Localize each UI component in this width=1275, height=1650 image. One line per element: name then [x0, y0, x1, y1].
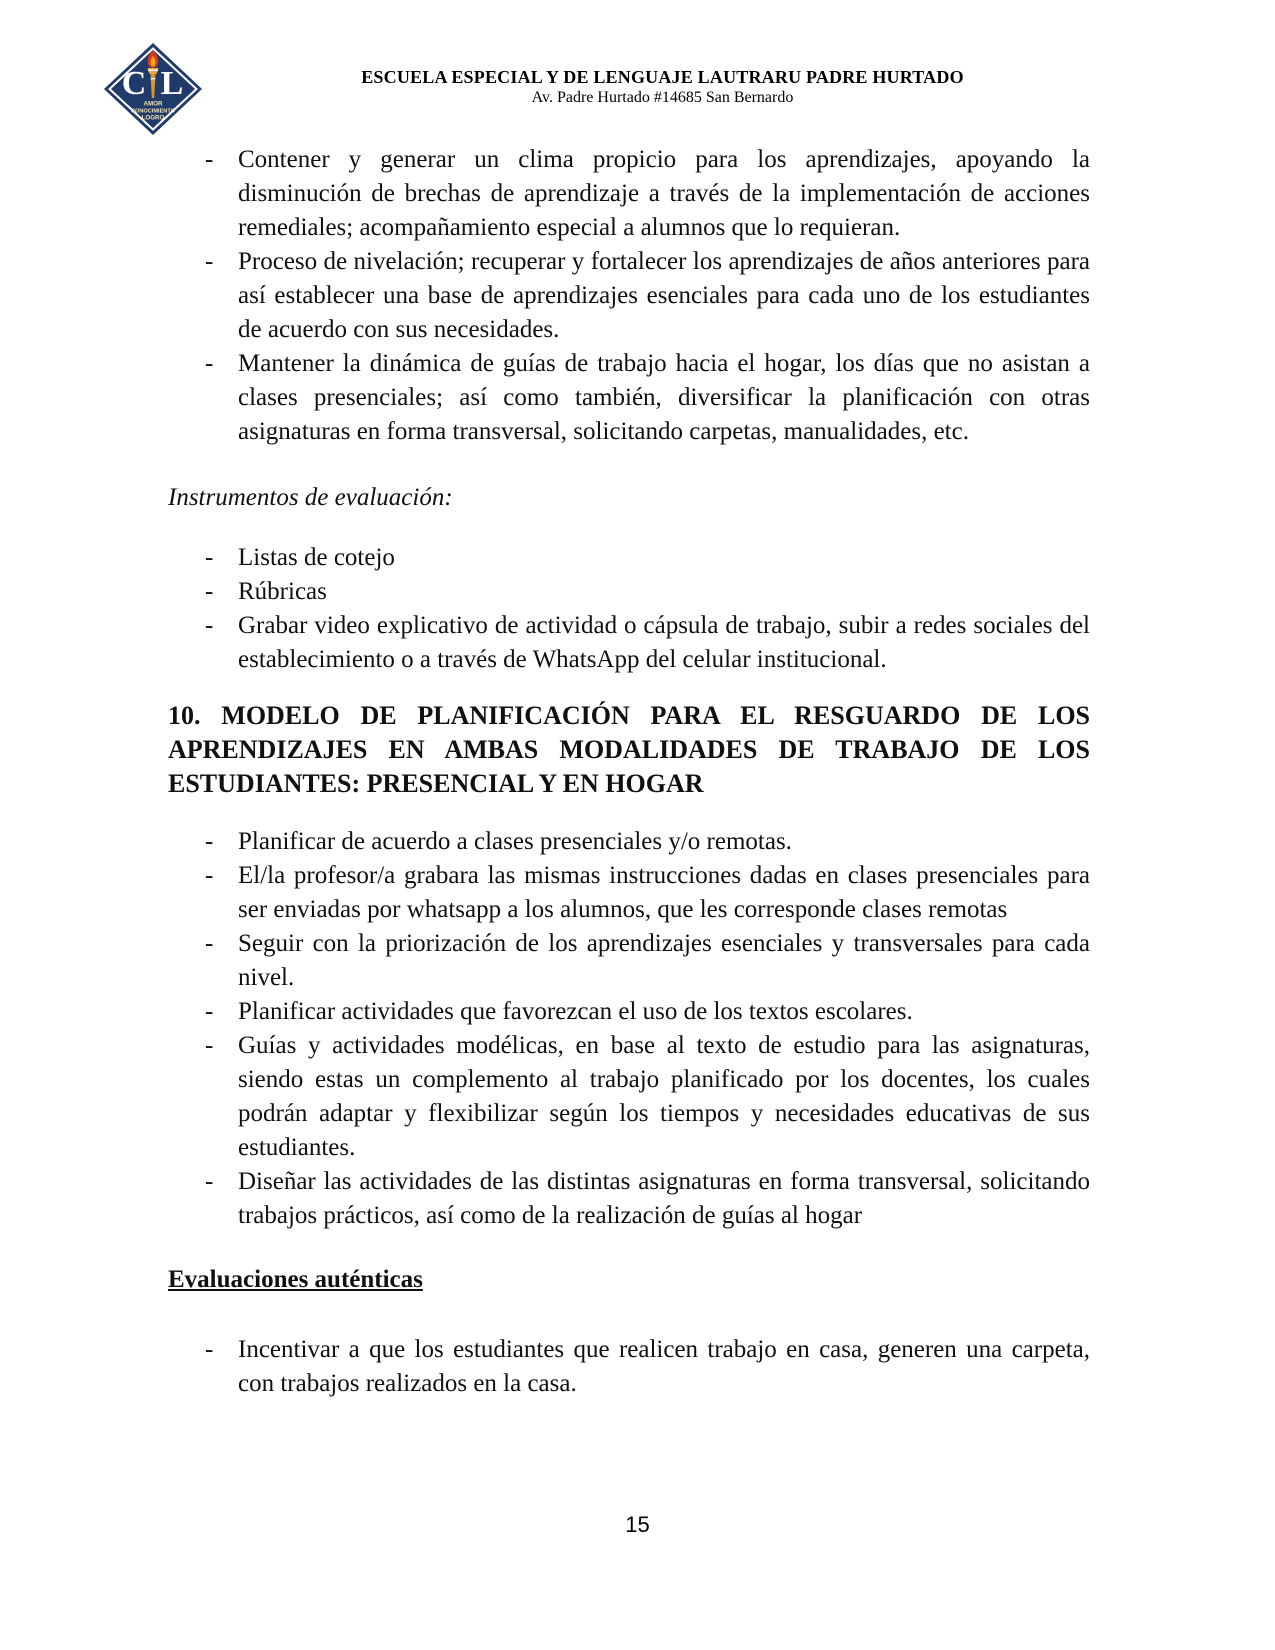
bullet-dash: -	[205, 612, 214, 639]
bullet-dash: -	[205, 828, 214, 855]
bullet-dash: -	[205, 930, 214, 957]
list-item-text: Incentivar a que los estudiantes que realicen trabajo en casa, generen una carpeta, con trabajos realizados en la casa.	[238, 1336, 1090, 1397]
logo-motto-line1: AMOR	[143, 100, 163, 108]
bullet-dash: -	[205, 578, 214, 605]
bullet-dash: -	[205, 544, 214, 571]
list-item-text: Contener y generar un clima propicio para los aprendizajes, apoyando la disminución de brechas de aprendizaje a través de la implementación de acciones remediales; acompañamiento especial a alumnos que lo requieran.	[238, 146, 1090, 241]
cil-diamond-logo-icon	[103, 42, 203, 136]
list-item-text: Listas de cotejo	[238, 544, 395, 571]
list-item	[168, 143, 1090, 245]
bullet-dash: -	[205, 146, 214, 173]
page-header	[0, 0, 1275, 140]
logo-motto-line2: CONOCIMIENTO	[130, 108, 176, 115]
list-item	[168, 1333, 1090, 1401]
page-number: 15	[625, 1512, 650, 1537]
school-name: ESCUELA ESPECIAL Y DE LENGUAJE LAUTRARU PADRE HURTADO	[361, 67, 964, 87]
list-item-text: Grabar video explicativo de actividad o cápsula de trabajo, subir a redes sociales del establecimiento o a través de WhatsApp del celular institucional.	[238, 612, 1090, 673]
instrumentos-heading: Instrumentos de evaluación:	[168, 484, 453, 511]
list-item	[168, 245, 1090, 347]
logo-letter-c: C	[121, 65, 147, 102]
list-item-text: Guías y actividades modélicas, en base al texto de estudio para las asignaturas, siendo estas un complemento al trabajo planificado por los docentes, los cuales podrán adaptar y flexibilizar según los tiempos y necesidades educativas de sus estudiantes.	[238, 1032, 1090, 1161]
list-item	[168, 609, 1090, 677]
bullet-dash: -	[205, 1336, 214, 1363]
list-item-text: Mantener la dinámica de guías de trabajo hacia el hogar, los días que no asistan a clases presenciales; así como también, diversificar la planificación con otras asignaturas en forma transversal, solicitando carpetas, manualidades, etc.	[238, 350, 1090, 445]
section-10-bullet-list	[168, 825, 1090, 1233]
list-item-text: Planificar de acuerdo a clases presenciales y/o remotas.	[238, 828, 792, 855]
bullet-dash: -	[205, 248, 214, 275]
list-item-text: Proceso de nivelación; recuperar y fortalecer los aprendizajes de años anteriores para así establecer una base de aprendizajes esenciales para cada uno de los estudiantes de acuerdo con sus necesidades.	[238, 248, 1090, 343]
school-logo-icon	[103, 42, 203, 136]
logo-motto-line3: LOGRO	[141, 114, 165, 122]
list-item	[168, 347, 1090, 449]
list-item-text: Seguir con la priorización de los aprendizajes esenciales y transversales para cada nivel.	[238, 930, 1090, 991]
list-item-text: Rúbricas	[238, 578, 327, 605]
bullet-dash: -	[205, 998, 214, 1025]
list-item	[168, 995, 1090, 1029]
list-item-text: Diseñar las actividades de las distintas asignaturas en forma transversal, solicitando trabajos prácticos, así como de la realización de guías al hogar	[238, 1168, 1090, 1229]
bullet-dash: -	[205, 1168, 214, 1195]
list-item	[168, 575, 1090, 609]
instrumentos-bullet-list	[168, 541, 1090, 677]
list-item	[168, 927, 1090, 995]
evaluaciones-bullet-list	[168, 1333, 1090, 1401]
page-footer	[0, 1512, 1275, 1538]
bullet-dash: -	[205, 1032, 214, 1059]
section-10-heading: 10. MODELO DE PLANIFICACIÓN PARA EL RESGUARDO DE LOS APRENDIZAJES EN AMBAS MODALIDADES DE TRABAJO DE LOS ESTUDIANTES: PRESENCIAL Y EN HOGAR	[168, 701, 1090, 798]
evaluaciones-heading: Evaluaciones auténticas	[168, 1266, 423, 1293]
list-item-text: El/la profesor/a grabara las mismas instrucciones dadas en clases presenciales para ser enviadas por whatsapp a los alumnos, que les corresponde clases remotas	[238, 862, 1090, 923]
school-address: Av. Padre Hurtado #14685 San Bernardo	[531, 89, 794, 106]
header-text-block	[200, 66, 1125, 108]
logo-letter-l: L	[160, 65, 184, 102]
intro-bullet-list	[168, 143, 1090, 449]
document-body	[168, 143, 1090, 1401]
list-item	[168, 1165, 1090, 1233]
list-item	[168, 825, 1090, 859]
bullet-dash: -	[205, 862, 214, 889]
list-item	[168, 859, 1090, 927]
list-item	[168, 541, 1090, 575]
list-item-text: Planificar actividades que favorezcan el uso de los textos escolares.	[238, 998, 913, 1025]
bullet-dash: -	[205, 350, 214, 377]
list-item	[168, 1029, 1090, 1165]
